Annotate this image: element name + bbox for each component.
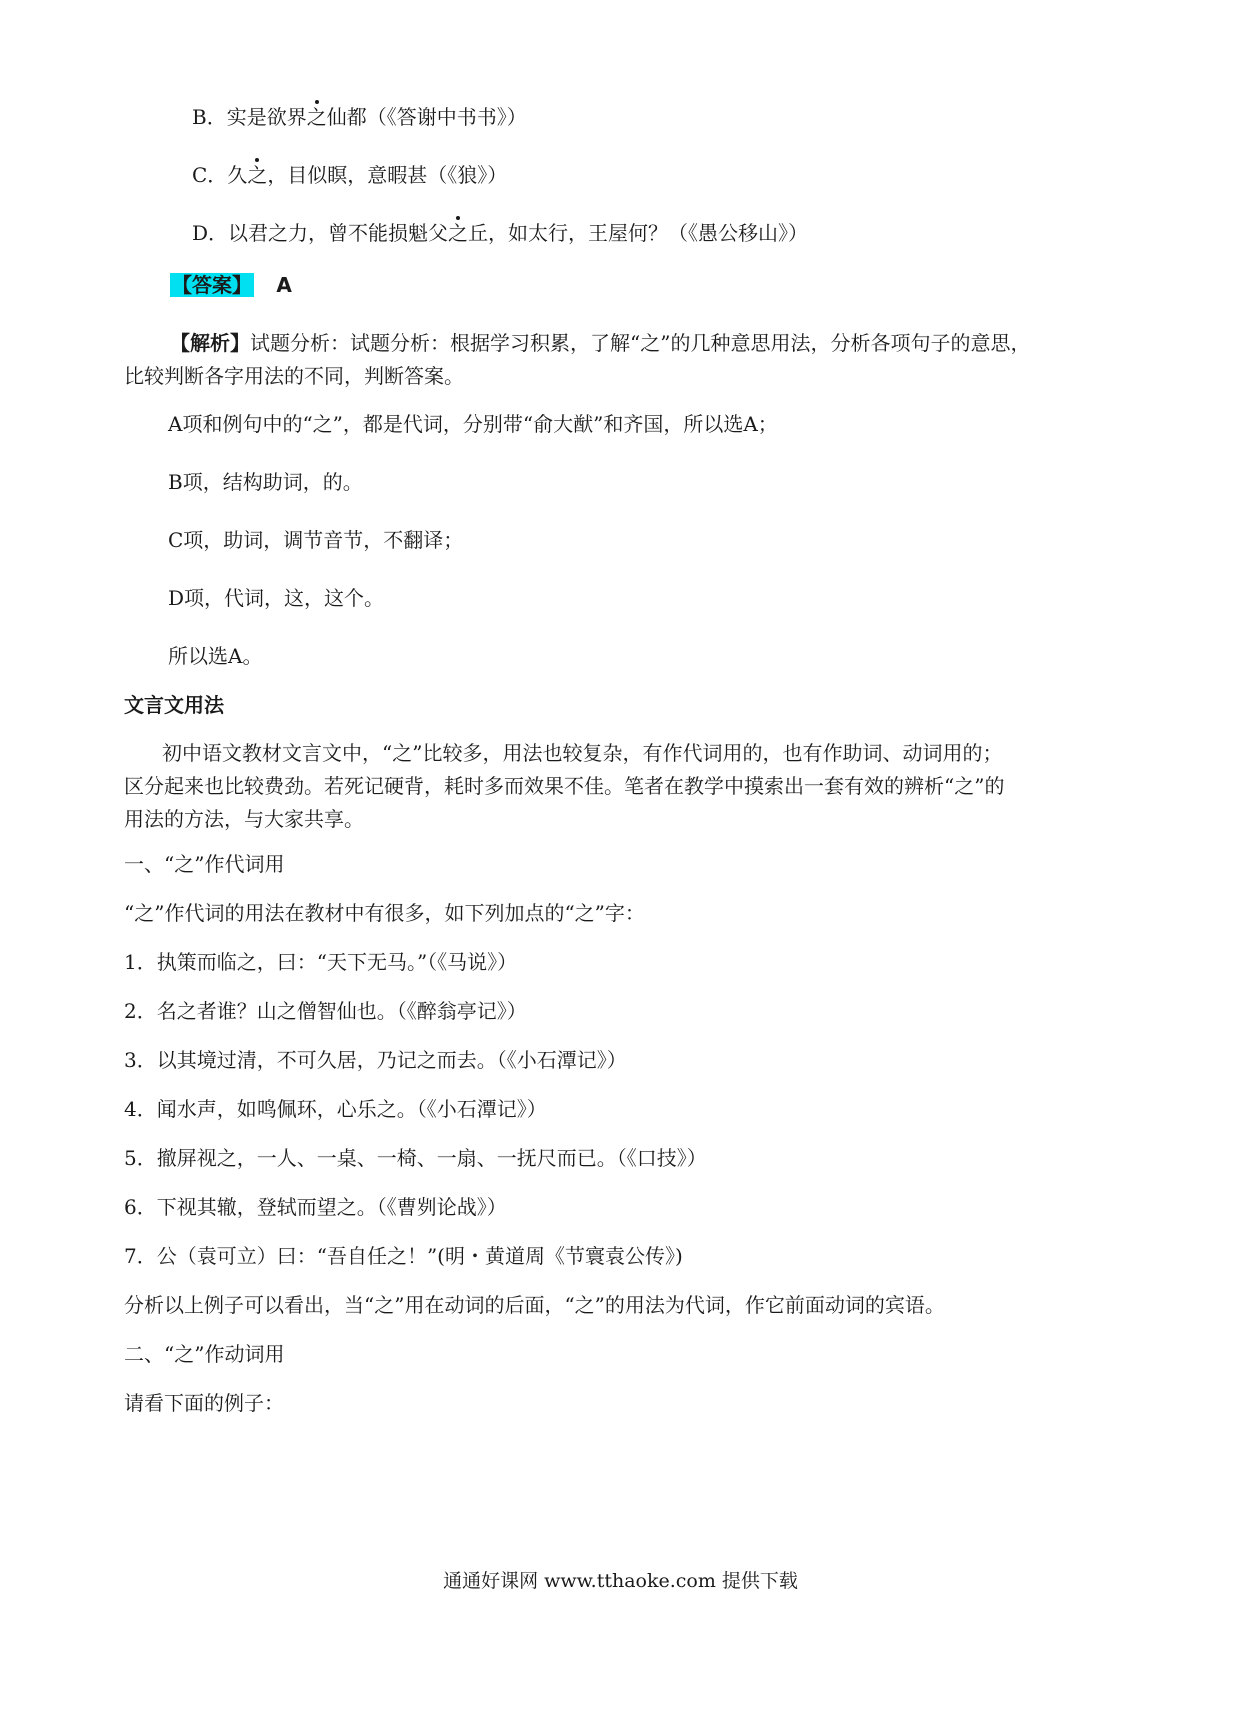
part2-lead: 请看下面的例子： xyxy=(124,1391,284,1415)
option-b-post: 仙都（《答谢中书书》） xyxy=(326,105,527,129)
analysis-label: 【解析】 xyxy=(170,331,250,355)
analysis-item-a: A项和例句中的“之”，都是代词，分别带“俞大猷”和齐国，所以选A； xyxy=(168,412,778,436)
option-b-dotted-char: 之 xyxy=(306,105,327,129)
intro-line-3: 用法的方法，与大家共享。 xyxy=(124,807,364,831)
example-5: 5．撤屏视之，一人、一桌、一椅、一扇、一抚尺而已。（《口技》） xyxy=(124,1146,707,1170)
intro-line-2: 区分起来也比较费劲。若死记硬背，耗时多而效果不佳。笔者在教学中摸索出一套有效的辨析“之”的 xyxy=(124,774,1005,798)
option-b xyxy=(192,103,527,131)
example-2: 2．名之者谁？山之僧智仙也。（《醉翁亭记》） xyxy=(124,999,527,1023)
analysis-line-2: 比较判断各字用法的不同，判断答案。 xyxy=(124,364,464,388)
intro-line-1: 初中语文教材文言文中，“之”比较多，用法也较复杂，有作代词用的，也有作助词、动词用的； xyxy=(162,741,1003,765)
answer-value: A xyxy=(276,273,292,297)
part1-conclusion: 分析以上例子可以看出，当“之”用在动词的后面，“之”的用法为代词，作它前面动词的宾语。 xyxy=(124,1293,945,1317)
example-1: 1．执策而临之，曰：“天下无马。”（《马说》） xyxy=(124,950,518,974)
option-d xyxy=(192,219,808,247)
analysis-item-b: B项，结构助词，的。 xyxy=(168,470,363,494)
analysis-line-1 xyxy=(170,329,1030,357)
example-3: 3．以其境过清，不可久居，乃记之而去。（《小石潭记》） xyxy=(124,1048,627,1072)
analysis-conclusion: 所以选A。 xyxy=(168,644,263,668)
option-d-post: 丘，如太行，王屋何？（《愚公移山》） xyxy=(468,221,809,245)
option-d-dotted-char: 之 xyxy=(448,221,469,245)
example-4: 4．闻水声，如鸣佩环，心乐之。（《小石潭记》） xyxy=(124,1097,547,1121)
analysis-text-1: 试题分析：试题分析：根据学习积累，了解“之”的几种意思用法，分析各项句子的意思， xyxy=(250,331,1031,355)
example-7: 7．公（袁可立）曰：“吾自任之！”(明・黄道周《节寰袁公传》) xyxy=(124,1244,683,1268)
option-c xyxy=(192,161,507,189)
option-c-pre: C．久 xyxy=(192,163,248,187)
part2-heading: 二、“之”作动词用 xyxy=(124,1342,285,1366)
option-c-post: ，目似瞑，意暇甚（《狼》） xyxy=(267,163,508,187)
option-b-pre: B．实是欲界 xyxy=(192,105,307,129)
option-c-dotted-char: 之 xyxy=(247,163,268,187)
analysis-item-d: D项，代词，这，这个。 xyxy=(168,586,385,610)
answer-label: 【答案】 xyxy=(172,273,252,297)
analysis-item-c: C项，助词，调节音节，不翻译； xyxy=(168,528,464,552)
option-d-pre: D．以君之力，曾不能损魁父 xyxy=(192,221,449,245)
section-title: 文言文用法 xyxy=(124,693,224,717)
part1-heading: 一、“之”作代词用 xyxy=(124,852,285,876)
answer-line xyxy=(170,271,292,299)
page-footer: 通通好课网 www.tthaoke.com 提供下载 xyxy=(443,1570,798,1592)
example-6: 6．下视其辙，登轼而望之。（《曹刿论战》） xyxy=(124,1195,507,1219)
part1-lead: “之”作代词的用法在教材中有很多，如下列加点的“之”字： xyxy=(124,901,645,925)
